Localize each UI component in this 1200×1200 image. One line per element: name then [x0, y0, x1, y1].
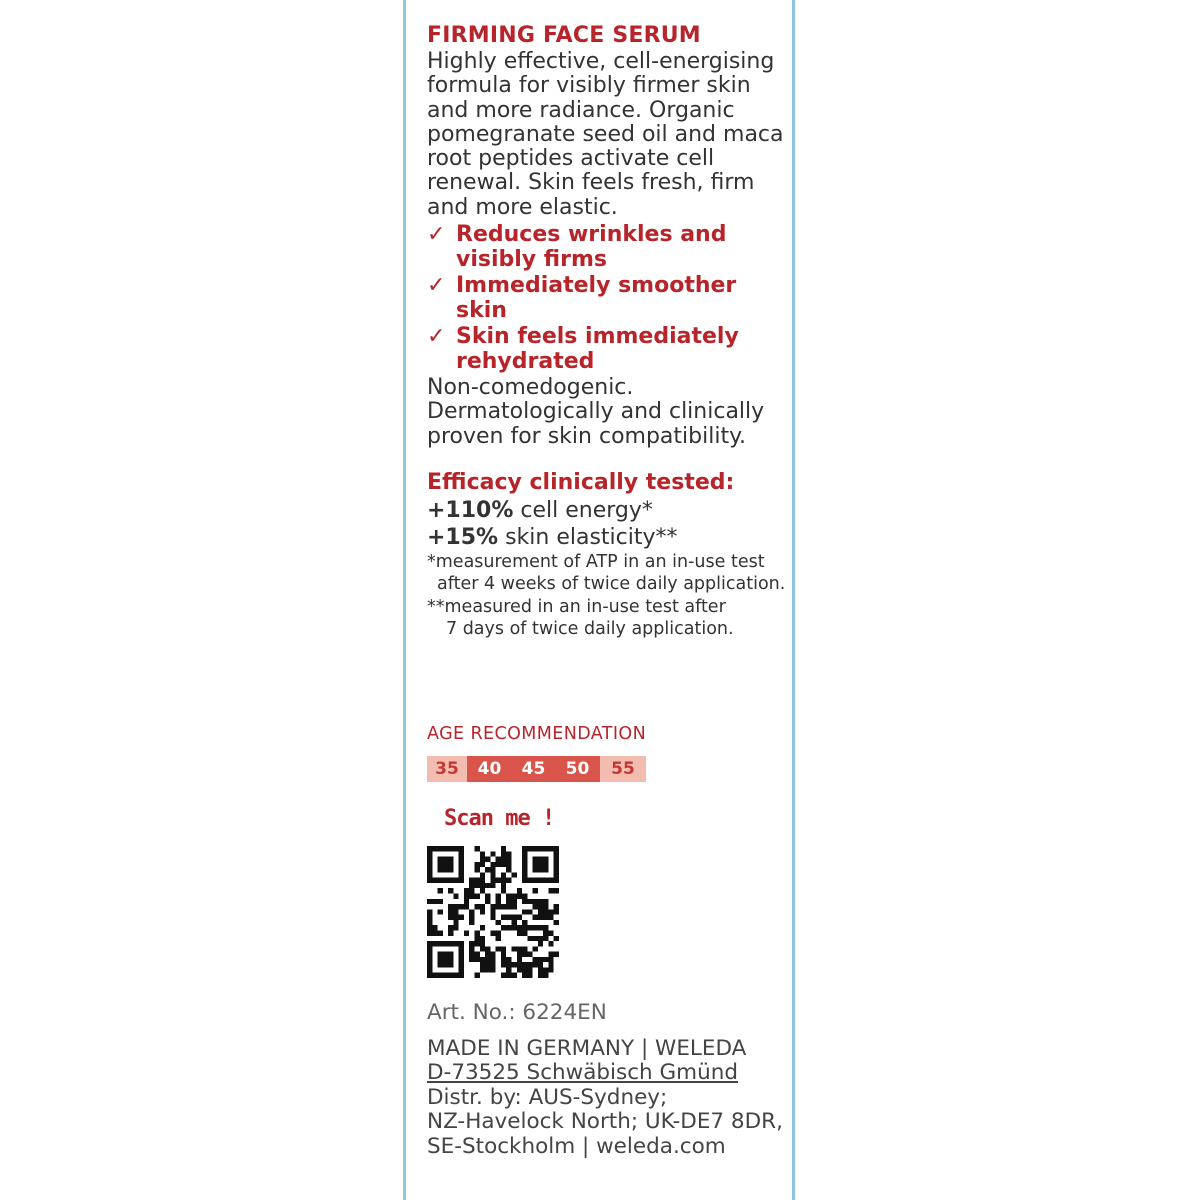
stat-value: +110% [427, 497, 514, 523]
benefit-text: Skin feels immediately rehydrated [456, 324, 739, 374]
age-segment: 50 [555, 756, 600, 782]
stat-skin-elasticity [427, 524, 787, 551]
distributor-line: NZ-Havelock North; UK-DE7 8DR, [427, 1109, 783, 1135]
stat-value: +15% [427, 524, 499, 550]
stat-label: skin elasticity** [498, 524, 678, 550]
benefit-text: Reduces wrinkles and visibly firms [456, 222, 727, 272]
footnote: after 4 weeks of twice daily application. [437, 574, 786, 595]
footnote: 7 days of twice daily application. [446, 619, 734, 640]
list-item [427, 274, 787, 323]
qr-code-icon[interactable] [427, 846, 559, 978]
age-segment: 45 [512, 756, 555, 782]
stat-label: cell energy* [513, 497, 653, 523]
article-number: Art. No.: 6224EN [427, 1000, 607, 1025]
list-item [427, 325, 787, 374]
city-address: D-73525 Schwäbisch Gmünd [427, 1060, 739, 1086]
product-description: Highly effective, cell-energising formula for visibly firmer skin and more radiance. Organic pomegranate seed oil and maca root peptides activate cell renewal. Skin feels fresh, firm and more elastic. [427, 49, 784, 220]
footnote: **measured in an in-use test after [427, 596, 726, 617]
scan-me-label: Scan me ! [444, 806, 555, 831]
manufacturer-address [427, 1037, 787, 1159]
list-item [427, 223, 787, 272]
product-info [427, 22, 787, 641]
age-segment: 55 [600, 756, 646, 782]
age-recommendation-title: AGE RECOMMENDATION [427, 724, 647, 744]
checkmark-icon: ✓ [427, 273, 446, 299]
compatibility-note: Non-comedogenic. Dermatologically and clinically proven for skin compatibility. [427, 375, 765, 449]
distributor-line: Distr. by: AUS-Sydney; [427, 1084, 668, 1110]
benefit-list [427, 223, 787, 374]
age-segment: 40 [467, 756, 512, 782]
checkmark-icon: ✓ [427, 222, 446, 248]
made-in: MADE IN GERMANY | WELEDA [427, 1036, 747, 1061]
stat-cell-energy [427, 497, 787, 524]
efficacy-title: Efficacy clinically tested: [427, 469, 735, 495]
age-recommendation-bar [427, 756, 646, 782]
benefit-text: Immediately smoother skin [456, 273, 737, 323]
age-segment: 35 [427, 756, 467, 782]
product-title: FIRMING FACE SERUM [427, 23, 701, 48]
checkmark-icon: ✓ [427, 324, 446, 350]
footnote: *measurement of ATP in an in-use test [427, 551, 765, 572]
distributor-line: SE-Stockholm | weleda.com [427, 1133, 726, 1159]
